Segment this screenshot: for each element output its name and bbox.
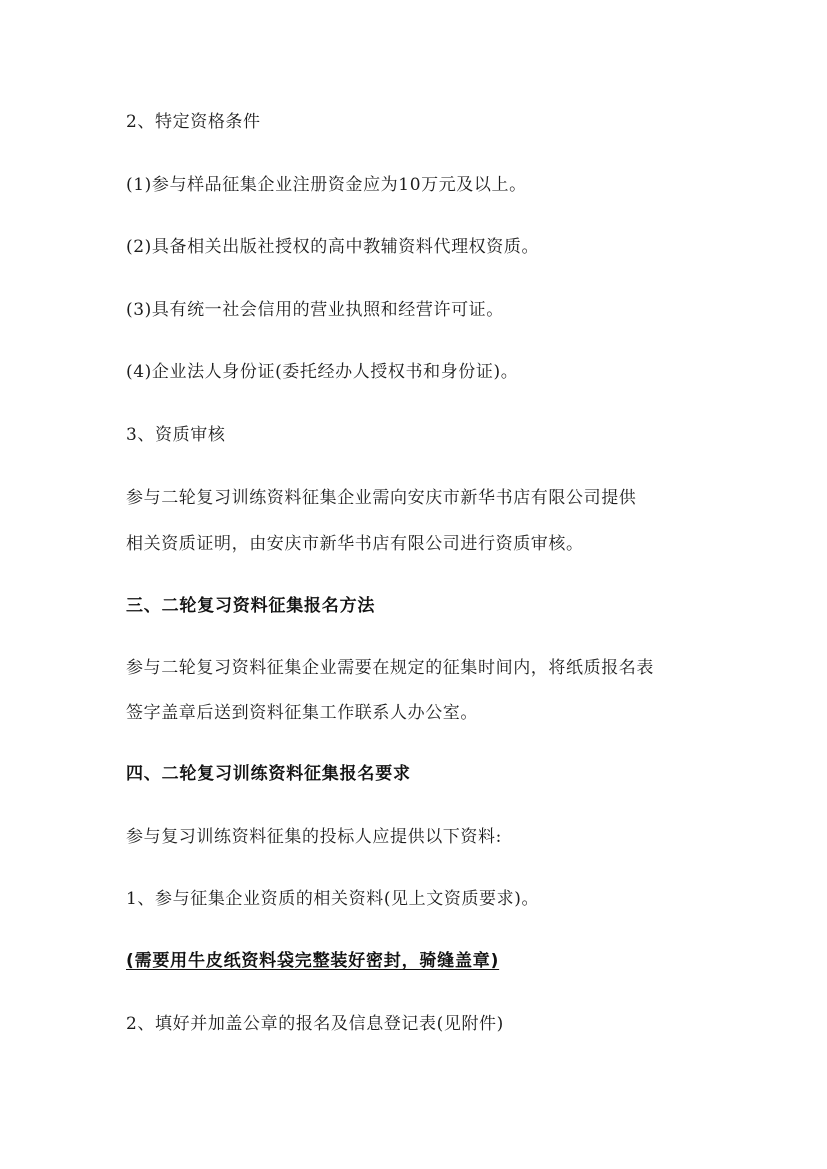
- qualification-item-1: (1)参与样品征集企业注册资金应为10万元及以上。: [126, 175, 527, 195]
- qualification-item-2: (2)具备相关出版社授权的高中教辅资料代理权资质。: [126, 237, 540, 257]
- sealing-instruction-note: (需要用牛皮纸资料袋完整装好密封，骑缝盖章): [126, 951, 500, 971]
- requirement-item-1: 1、参与征集企业资质的相关资料(见上文资质要求)。: [126, 889, 540, 909]
- paragraph-line: 相关资质证明，由安庆市新华书店有限公司进行资质审核。: [126, 534, 584, 554]
- section-heading-registration-method: 三、二轮复习资料征集报名方法: [126, 596, 376, 616]
- requirement-item-2: 2、填好并加盖公章的报名及信息登记表(见附件): [126, 1014, 504, 1034]
- paragraph-line: 签字盖章后送到资料征集工作联系人办公室。: [126, 703, 478, 723]
- qualification-item-3: (3)具有统一社会信用的营业执照和经营许可证。: [126, 300, 504, 320]
- paragraph-line: 参与二轮复习训练资料征集企业需向安庆市新华书店有限公司提供: [126, 488, 637, 508]
- paragraph-line: 参与二轮复习资料征集企业需要在规定的征集时间内，将纸质报名表: [126, 658, 654, 678]
- qualification-item-4: (4)企业法人身份证(委托经办人授权书和身份证)。: [126, 362, 519, 382]
- subheading-qualification-review: 3、资质审核: [126, 425, 226, 445]
- section-heading-registration-requirements: 四、二轮复习训练资料征集报名要求: [126, 764, 411, 784]
- paragraph-line: 参与复习训练资料征集的投标人应提供以下资料:: [126, 827, 502, 847]
- subheading-specific-qualifications: 2、特定资格条件: [126, 112, 261, 132]
